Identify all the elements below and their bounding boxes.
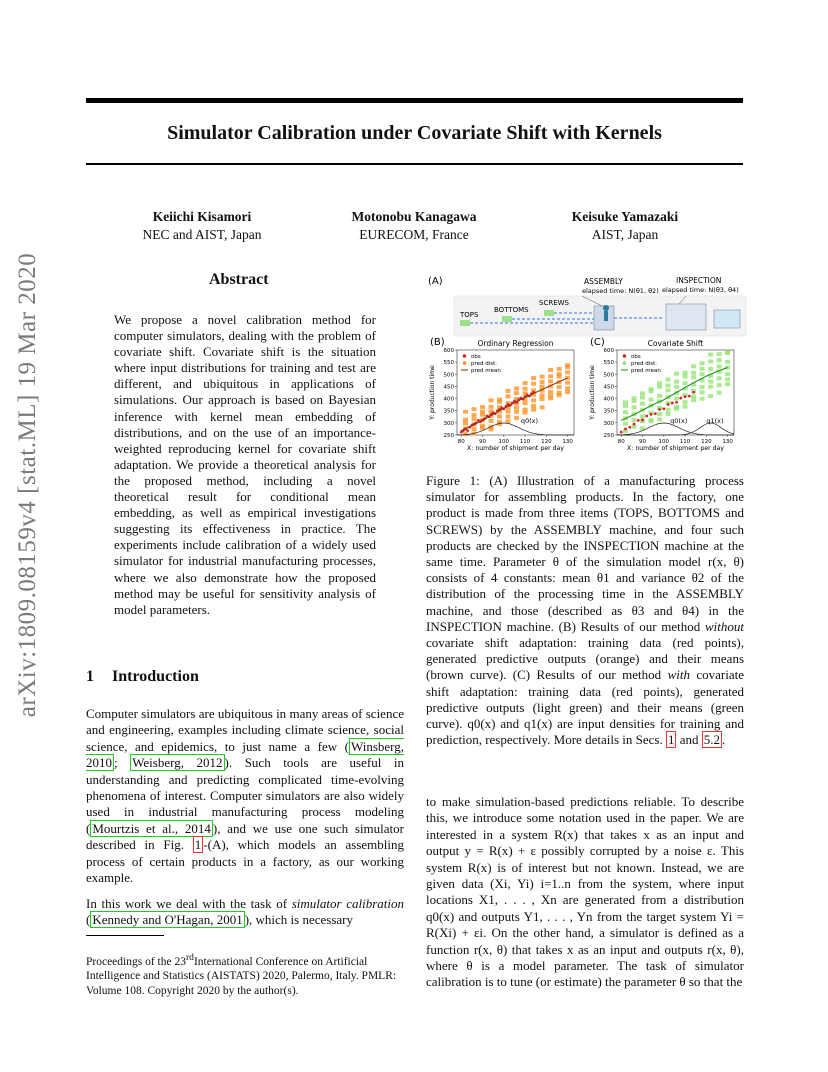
obs-point: [637, 419, 640, 422]
pred-dist-mark: [557, 367, 562, 371]
bottoms-item-icon: [502, 316, 512, 322]
pred-dist-mark: [691, 398, 696, 402]
pred-dist-mark: [531, 382, 536, 386]
text-run: International Conference on Artificial Intelligence and Statistics (AISTATS) 2020, Palermo, Italy. PMLR: Volume 108. Copyright 2020 by the author(s).: [86, 955, 397, 998]
tops-label: TOPS: [460, 311, 479, 319]
section-title: Introduction: [112, 668, 199, 685]
y-tick-label: 450: [443, 384, 454, 391]
panel-a-tag: (A): [428, 276, 443, 287]
pred-dist-mark: [565, 381, 570, 385]
pred-dist-mark: [548, 374, 553, 378]
footnote-rule: [86, 935, 164, 936]
pred-dist-mark: [691, 371, 696, 375]
figure-ref-link[interactable]: 1: [194, 837, 202, 853]
assembly-label: ASSEMBLY: [584, 277, 623, 286]
pred-dist-mark: [666, 408, 671, 412]
x-tick-label: 80: [457, 439, 465, 445]
pred-dist-mark: [725, 350, 730, 354]
y-tick-label: 600: [603, 348, 614, 354]
chart-tag: (C): [590, 337, 605, 348]
pred-dist-mark: [480, 405, 485, 409]
pred-dist-mark: [506, 419, 511, 423]
figure-1: [424, 270, 750, 460]
pred-dist-mark: [666, 388, 671, 392]
text-run: ), and we use one such simulator described in Fig.: [86, 820, 404, 853]
legend-swatch: [623, 361, 627, 365]
text-run: -(A), which models an assembling process of certain products in a factory, as our working example.: [86, 837, 405, 886]
x-tick-label: 80: [617, 439, 625, 445]
pred-dist-mark: [497, 398, 502, 402]
y-tick-label: 350: [443, 408, 454, 415]
pred-dist-mark: [708, 380, 713, 384]
citation-link[interactable]: Kennedy and O'Hagan, 2001: [92, 912, 243, 928]
pred-dist-mark: [540, 380, 545, 384]
y-tick-label: 450: [603, 384, 614, 391]
obs-point: [667, 403, 670, 406]
y-tick-label: 250: [443, 433, 454, 439]
tops-item-icon: [460, 320, 470, 326]
text-run: ;: [114, 755, 131, 771]
pred-dist-mark: [717, 352, 722, 356]
obs-point: [658, 408, 661, 411]
pred-dist-mark: [700, 361, 705, 365]
text-run: covariate shift adaptation: training data (red points), generated predictive outputs (orange) and their means (brown curve). (C) Results of our method: [426, 635, 744, 683]
density-label: q1(x): [706, 417, 724, 425]
pred-dist-mark: [514, 416, 519, 420]
pred-dist-mark: [540, 385, 545, 389]
x-tick-label: 110: [679, 439, 691, 445]
intro-heading: [86, 668, 199, 686]
obs-point: [628, 426, 631, 429]
right-column-text: to make simulation-based predictions reliable. To describe this, we introduce some notation used in the paper. We are interested in a system R(x) that takes x as an input and output y = R(x) + ε possibly corrupted by a noise ε. This system R(x) is of interest but not known. Instead, we are given data (Xi, Yi) i=1..n from the system, where input locations X1, . . . , Xn are generated from a distribution q0(x) and outputs Y1, . . . , Yn from the target system Yi = R(Xi) + εi. On the other hand, a simulator is defined as a function r(x, θ) that takes x as an input and outputs r(x, θ), where θ is a model parameter. The task of simulator calibration is to tune (or estimate) the parameter θ so that the: [426, 794, 744, 990]
legend-entry: pred dist.: [471, 361, 498, 367]
text-run: In this work we deal with the task of: [86, 896, 292, 911]
pred-dist-mark: [548, 379, 553, 383]
screws-item-icon: [544, 310, 554, 316]
y-tick-label: 300: [443, 420, 454, 427]
pred-dist-mark: [523, 381, 528, 385]
pred-dist-mark: [725, 360, 730, 364]
x-tick-label: 100: [498, 439, 510, 445]
section-ref-link[interactable]: 5.2: [703, 732, 720, 748]
pred-dist-mark: [506, 394, 511, 398]
paper-title: Simulator Calibration under Covariate Shift with Kernels: [167, 122, 662, 144]
pred-dist-mark: [691, 375, 696, 379]
pred-dist-mark: [506, 414, 511, 418]
pred-dist-mark: [708, 353, 713, 357]
obs-point: [620, 431, 623, 434]
legend-swatch: [463, 354, 467, 358]
pred-dist-mark: [480, 410, 485, 414]
intro-paragraph-2: [86, 896, 404, 929]
emphasis: with: [667, 667, 690, 683]
figure-caption: [426, 473, 744, 748]
pred-dist-mark: [657, 381, 662, 385]
intro-paragraph-1: [86, 706, 404, 886]
citation-link[interactable]: Winsberg, 2010: [86, 738, 404, 771]
text-run: (: [86, 912, 91, 928]
pred-dist-mark: [666, 412, 671, 416]
legend-entry: pred mean: [631, 368, 661, 374]
y-tick-label: 500: [603, 372, 614, 379]
pred-dist-mark: [523, 401, 528, 405]
pred-dist-mark: [649, 387, 654, 391]
pred-dist-mark: [472, 417, 477, 421]
inspection-table-icon: [714, 310, 740, 328]
pred-dist-mark: [514, 405, 519, 409]
legend-swatch: [463, 361, 467, 365]
pred-dist-mark: [472, 413, 477, 417]
pred-dist-mark: [463, 410, 468, 414]
pred-dist-mark: [531, 376, 536, 380]
pred-dist-mark: [540, 375, 545, 379]
pred-dist-mark: [632, 418, 637, 422]
section-number: 1: [86, 668, 94, 685]
pred-dist-mark: [565, 386, 570, 390]
pred-dist-mark: [640, 402, 645, 406]
worker-body-icon: [604, 311, 608, 321]
y-tick-label: 400: [443, 396, 454, 403]
pred-dist-mark: [683, 405, 688, 409]
chart-c: [589, 337, 734, 452]
density-label: q0(x): [670, 417, 688, 425]
pred-dist-mark: [623, 422, 628, 426]
chart-title: Covariate Shift: [647, 339, 704, 348]
author-3: [515, 208, 735, 244]
bottoms-label: BOTTOMS: [494, 306, 529, 314]
text-run: and: [676, 732, 702, 748]
pred-dist-mark: [725, 372, 730, 376]
legend-entry: obs: [471, 354, 481, 360]
pred-dist-mark: [506, 389, 511, 393]
chart-title: Ordinary Regression: [477, 339, 554, 348]
pred-dist-mark: [548, 394, 553, 398]
pred-dist-mark: [708, 360, 713, 364]
pred-dist-mark: [557, 385, 562, 389]
chart-b: [429, 337, 574, 452]
y-tick-label: 550: [443, 360, 454, 367]
pred-dist-mark: [657, 412, 662, 416]
pred-dist-mark: [700, 372, 705, 376]
inspection-time-label: elapsed time: N(θ3, θ4): [662, 286, 739, 294]
worker-icon: [603, 305, 609, 311]
obs-point: [679, 397, 682, 400]
author-name: Keisuke Yamazaki: [571, 209, 679, 224]
y-tick-label: 600: [443, 348, 454, 354]
y-tick-label: 300: [603, 420, 614, 427]
pred-dist-mark: [531, 404, 536, 408]
x-axis-label: X: number of shipment per day: [467, 445, 564, 452]
author-affiliation: AIST, Japan: [591, 227, 659, 242]
pred-dist-mark: [514, 386, 519, 390]
citation-link[interactable]: Weisberg, 2012: [132, 755, 223, 771]
y-tick-label: 550: [603, 360, 614, 367]
x-tick-label: 130: [562, 439, 573, 445]
chart-tag: (B): [430, 337, 445, 348]
x-tick-label: 120: [541, 439, 552, 445]
pred-dist-mark: [700, 397, 705, 401]
pred-dist-mark: [674, 405, 679, 409]
obs-point: [654, 412, 657, 415]
pred-dist-mark: [649, 418, 654, 422]
x-tick-label: 90: [479, 439, 487, 445]
text-run: Figure 1: (A) Illustration of a manufacturing process simulator for assembling products. In the factory, one product is made from three items (TOPS, BOTTOMS and SCREWS) by the ASSEMBLY machine, and four such products are checked by the INSPECTION machine at the same time. Parameter θ of the simulation model r(x, θ) consists of 4 constants: mean θ1 and variance θ2 of the distribution of the processing time in the ASSEMBLY machine, and those (described as θ3 and θ4) in the INSPECTION machine. (B) Results of our method: [426, 473, 744, 634]
obs-point: [645, 415, 648, 418]
legend-swatch: [623, 354, 627, 358]
pred-dist-mark: [691, 394, 696, 398]
pred-dist-mark: [725, 365, 730, 369]
obs-point: [675, 401, 678, 404]
pred-dist-mark: [523, 408, 528, 412]
pred-dist-mark: [717, 376, 722, 380]
pred-dist-mark: [708, 367, 713, 371]
screws-label: SCREWS: [539, 299, 569, 307]
x-tick-label: 100: [658, 439, 670, 445]
text-run: Proceedings of the 23: [86, 955, 186, 968]
density-label: q0(x): [520, 417, 539, 425]
pred-dist-mark: [514, 410, 519, 414]
pred-dist-mark: [683, 371, 688, 375]
y-axis-label: Y: production time: [429, 365, 436, 420]
pred-dist-mark: [506, 409, 511, 413]
text-run: ). Such tools are useful in understanding and predicting complicated time-evolving phenomena of interest. Computer simulators are also widely used in industrial manufacturing process modeling (: [86, 755, 404, 836]
pred-dist-mark: [674, 385, 679, 389]
author-name: Motonobu Kanagawa: [351, 209, 477, 224]
x-axis-label: X: number of shipment per day: [627, 445, 724, 452]
pred-dist-mark: [717, 365, 722, 369]
top-rule: [86, 98, 743, 103]
pred-dist-mark: [717, 383, 722, 387]
y-axis-label: Y: production time: [589, 365, 596, 420]
obs-point: [650, 413, 653, 416]
author-name: Keiichi Kisamori: [152, 209, 252, 224]
pred-dist-mark: [683, 400, 688, 404]
pred-dist-mark: [463, 421, 468, 425]
section-ref-link[interactable]: 1: [667, 732, 675, 748]
pred-dist-mark: [557, 372, 562, 376]
pred-dist-mark: [565, 370, 570, 374]
text-run: covariate shift adaptation: training data (red points), generated predictive outputs (light green) and their means (green curve). q0(x) and q1(x) are input densities for training and prediction, respectively. More details in Secs.: [426, 667, 744, 748]
pred-dist-mark: [632, 396, 637, 400]
text-run: .: [721, 732, 726, 748]
pred-dist-mark: [683, 374, 688, 378]
pred-dist-mark: [632, 405, 637, 409]
pred-dist-mark: [725, 377, 730, 381]
pred-dist-mark: [674, 372, 679, 376]
pred-dist-mark: [565, 376, 570, 380]
pred-dist-mark: [700, 367, 705, 371]
pred-dist-mark: [657, 385, 662, 389]
pred-dist-mark: [514, 391, 519, 395]
pred-dist-mark: [548, 368, 553, 372]
inspection-label: INSPECTION: [676, 276, 722, 285]
pred-dist-mark: [497, 414, 502, 418]
arxiv-stamp: [6, 252, 50, 718]
pred-dist-mark: [657, 417, 662, 421]
author-affiliation: EURECOM, France: [359, 227, 469, 242]
author-1: [92, 208, 312, 244]
pred-dist-mark: [708, 394, 713, 398]
x-tick-label: 120: [701, 439, 712, 445]
pred-dist-mark: [565, 390, 570, 394]
emphasis: simulator calibration: [291, 896, 404, 911]
pred-dist-mark: [657, 394, 662, 398]
arxiv-stamp-text: arXiv:1809.08159v4 [stat.ML] 19 Mar 2020: [14, 252, 41, 718]
pred-dist-mark: [640, 396, 645, 400]
pred-dist-mark: [691, 364, 696, 368]
abstract-text: We propose a novel calibration method for computer simulators, dealing with the problem of covariate shift. Covariate shift is the situation where input distributions for training and test are different, and ubiquitous in applications of simulations. Our approach is based on Bayesian inference with kernel mean embedding of distributions, and on the use of an importance-weighted reproducing kernel for covariate shift adaptation. We provide a theoretical analysis for the proposed method, including a novel theoretical result for conditional mean embedding, as well as empirical investigations suggesting its effectiveness in practice. The experiments include calibration of a widely used simulator for industrial manufacturing processes, where we also demonstrate how the proposed method may be useful for sensitivity analysis of model parameters.: [114, 312, 376, 617]
assembly-time-label: elapsed time: N(θ1, θ2): [582, 287, 659, 295]
pred-dist-mark: [666, 383, 671, 387]
author-affiliation: NEC and AIST, Japan: [142, 227, 262, 242]
legend-entry: pred dist.: [631, 361, 658, 367]
x-tick-label: 90: [639, 439, 647, 445]
obs-point: [671, 402, 674, 405]
pred-dist-mark: [623, 410, 628, 414]
x-tick-label: 130: [722, 439, 733, 445]
pred-dist-mark: [623, 400, 628, 404]
pred-dist-mark: [623, 404, 628, 408]
pred-dist-mark: [565, 363, 570, 367]
panel-a-illustration: [428, 276, 746, 336]
pred-dist-mark: [472, 427, 477, 431]
obs-point: [466, 429, 469, 432]
pred-dist-mark: [480, 424, 485, 428]
pred-dist-mark: [700, 385, 705, 389]
x-tick-label: 110: [519, 439, 531, 445]
pred-dist-mark: [548, 390, 553, 394]
obs-point: [688, 395, 691, 398]
pred-dist-mark: [540, 405, 545, 409]
footnote: [86, 951, 408, 999]
title-rule: [86, 163, 743, 165]
pred-dist-mark: [674, 380, 679, 384]
citation-link[interactable]: Mourtzis et al., 2014: [92, 820, 211, 836]
obs-point: [692, 391, 695, 394]
pred-dist-mark: [540, 397, 545, 401]
text-run: ), which is necessary: [244, 912, 354, 928]
pred-dist-mark: [557, 391, 562, 395]
pred-dist-mark: [531, 408, 536, 412]
pred-dist-mark: [531, 398, 536, 402]
pred-dist-mark: [717, 358, 722, 362]
obs-point: [684, 395, 687, 398]
pred-dist-mark: [683, 381, 688, 385]
y-tick-label: 400: [603, 396, 614, 403]
pred-dist-mark: [463, 418, 468, 422]
y-tick-label: 350: [603, 408, 614, 415]
pred-dist-mark: [523, 387, 528, 391]
pred-dist-mark: [666, 378, 671, 382]
pred-dist-mark: [489, 405, 494, 409]
pred-dist-mark: [649, 398, 654, 402]
author-2: [304, 208, 524, 244]
pred-dist-mark: [700, 390, 705, 394]
pred-dist-mark: [708, 385, 713, 389]
pred-dist-mark: [725, 382, 730, 386]
superscript: rd: [185, 952, 194, 963]
obs-point: [633, 423, 636, 426]
legend-entry: obs: [631, 354, 641, 360]
inspection-machine-icon: [666, 304, 706, 330]
pred-dist-mark: [540, 393, 545, 397]
obs-point: [641, 419, 644, 422]
y-tick-label: 500: [443, 372, 454, 379]
pred-dist-mark: [640, 391, 645, 395]
pred-dist-mark: [674, 397, 679, 401]
emphasis: without: [704, 618, 744, 634]
abstract-heading: Abstract: [209, 271, 269, 288]
pred-dist-mark: [472, 407, 477, 411]
obs-point: [662, 407, 665, 410]
pred-dist-mark: [640, 414, 645, 418]
legend-entry: pred mean: [471, 368, 501, 374]
pred-dist-mark: [717, 391, 722, 395]
pred-dist-mark: [489, 419, 494, 423]
pred-dist-mark: [489, 398, 494, 402]
obs-point: [624, 428, 627, 431]
y-tick-label: 250: [603, 433, 614, 439]
text-run: Computer simulators are ubiquitous in many areas of science and engineering, examples including climate science, social science, and epidemics, to just name a few (: [86, 706, 404, 754]
